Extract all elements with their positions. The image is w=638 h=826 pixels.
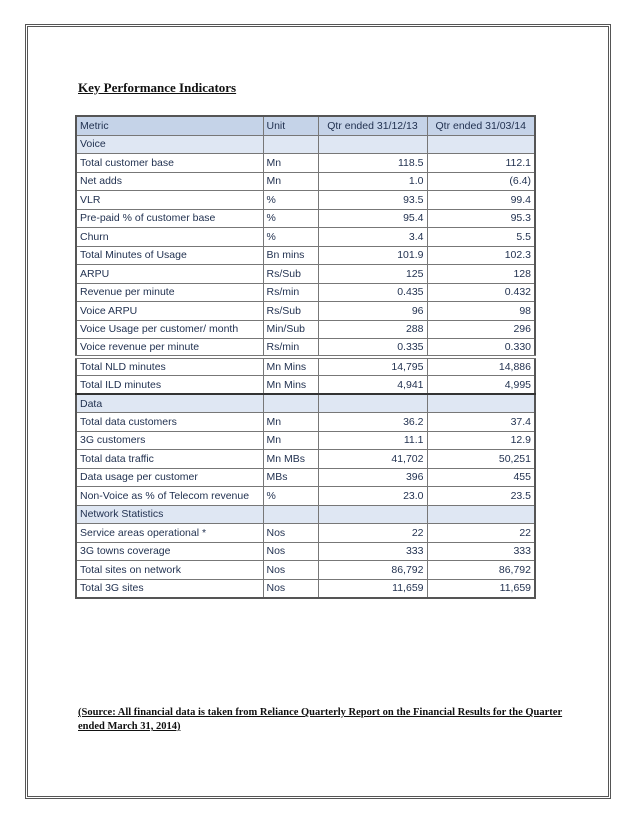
metric-cell: Total Minutes of Usage	[76, 246, 263, 265]
empty-cell	[318, 394, 427, 413]
q4-value-cell: 102.3	[427, 246, 535, 265]
page-title: Key Performance Indicators	[78, 80, 237, 95]
q4-value-cell: 98	[427, 302, 535, 321]
q3-value-cell: 4,941	[318, 376, 427, 395]
metric-cell: Non-Voice as % of Telecom revenue	[76, 487, 263, 506]
q4-value-cell: 4,995	[427, 376, 535, 395]
metric-cell: Voice revenue per minute	[76, 339, 263, 358]
table-row	[76, 339, 535, 358]
q4-value-cell: (6.4)	[427, 172, 535, 191]
q4-value-cell: 455	[427, 468, 535, 487]
q3-value-cell: 93.5	[318, 191, 427, 210]
metric-cell: Revenue per minute	[76, 283, 263, 302]
q3-value-cell: 22	[318, 524, 427, 543]
q3-value-cell: 3.4	[318, 228, 427, 247]
metric-cell: Service areas operational *	[76, 524, 263, 543]
source-note: (Source: All financial data is taken from Reliance Quarterly Report on the Financial Results for the Quarter ended March 31, 2014)	[78, 707, 563, 732]
unit-cell: Mn	[263, 431, 318, 450]
metric-cell: Net adds	[76, 172, 263, 191]
q4-value-cell: 0.330	[427, 339, 535, 358]
unit-cell: Mn Mins	[263, 357, 318, 376]
unit-cell: %	[263, 191, 318, 210]
q4-value-cell: 296	[427, 320, 535, 339]
table-row	[76, 431, 535, 450]
table-row	[76, 487, 535, 506]
q3-value-cell: 333	[318, 542, 427, 561]
empty-cell	[263, 135, 318, 154]
q4-value-cell: 37.4	[427, 413, 535, 432]
q3-value-cell: 11,659	[318, 579, 427, 598]
metric-cell: Total ILD minutes	[76, 376, 263, 395]
q4-value-cell: 14,886	[427, 357, 535, 376]
unit-cell: Nos	[263, 542, 318, 561]
table-row	[76, 154, 535, 173]
metric-cell: Data usage per customer	[76, 468, 263, 487]
q3-value-cell: 23.0	[318, 487, 427, 506]
metric-cell: Total data customers	[76, 413, 263, 432]
metric-cell: Voice Usage per customer/ month	[76, 320, 263, 339]
section-row	[76, 505, 535, 524]
q3-value-cell: 125	[318, 265, 427, 284]
table-row	[76, 376, 535, 395]
section-row	[76, 135, 535, 154]
table-row	[76, 413, 535, 432]
q3-value-cell: 101.9	[318, 246, 427, 265]
table-row	[76, 357, 535, 376]
table-row	[76, 265, 535, 284]
q3-value-cell: 96	[318, 302, 427, 321]
metric-cell: Pre-paid % of customer base	[76, 209, 263, 228]
unit-cell: Nos	[263, 524, 318, 543]
section-title: Voice	[76, 135, 263, 154]
kpi-table	[75, 115, 536, 599]
table-row	[76, 450, 535, 469]
table-row	[76, 283, 535, 302]
section-row	[76, 394, 535, 413]
q3-value-cell: 86,792	[318, 561, 427, 580]
header-metric: Metric	[76, 116, 263, 135]
q3-value-cell: 14,795	[318, 357, 427, 376]
empty-cell	[427, 505, 535, 524]
metric-cell: Total NLD minutes	[76, 357, 263, 376]
unit-cell: %	[263, 209, 318, 228]
header-q3: Qtr ended 31/12/13	[318, 116, 427, 135]
q3-value-cell: 118.5	[318, 154, 427, 173]
empty-cell	[318, 135, 427, 154]
q4-value-cell: 333	[427, 542, 535, 561]
unit-cell: Rs/Sub	[263, 302, 318, 321]
q3-value-cell: 95.4	[318, 209, 427, 228]
header-unit: Unit	[263, 116, 318, 135]
empty-cell	[263, 394, 318, 413]
table-row	[76, 468, 535, 487]
metric-cell: Voice ARPU	[76, 302, 263, 321]
unit-cell: Bn mins	[263, 246, 318, 265]
q4-value-cell: 95.3	[427, 209, 535, 228]
q4-value-cell: 5.5	[427, 228, 535, 247]
unit-cell: Min/Sub	[263, 320, 318, 339]
unit-cell: Rs/min	[263, 283, 318, 302]
q4-value-cell: 128	[427, 265, 535, 284]
q4-value-cell: 99.4	[427, 191, 535, 210]
metric-cell: ARPU	[76, 265, 263, 284]
table-row	[76, 172, 535, 191]
unit-cell: Mn	[263, 154, 318, 173]
unit-cell: Nos	[263, 579, 318, 598]
unit-cell: Mn Mins	[263, 376, 318, 395]
q3-value-cell: 288	[318, 320, 427, 339]
section-title: Network Statistics	[76, 505, 263, 524]
empty-cell	[427, 394, 535, 413]
q4-value-cell: 112.1	[427, 154, 535, 173]
table-header-row	[76, 116, 535, 135]
empty-cell	[427, 135, 535, 154]
unit-cell: MBs	[263, 468, 318, 487]
q4-value-cell: 22	[427, 524, 535, 543]
metric-cell: Churn	[76, 228, 263, 247]
metric-cell: Total 3G sites	[76, 579, 263, 598]
unit-cell: Mn	[263, 413, 318, 432]
q3-value-cell: 0.435	[318, 283, 427, 302]
metric-cell: Total data traffic	[76, 450, 263, 469]
q3-value-cell: 1.0	[318, 172, 427, 191]
table-row	[76, 302, 535, 321]
unit-cell: Mn MBs	[263, 450, 318, 469]
q4-value-cell: 0.432	[427, 283, 535, 302]
unit-cell: Rs/Sub	[263, 265, 318, 284]
table-row	[76, 524, 535, 543]
header-q4: Qtr ended 31/03/14	[427, 116, 535, 135]
unit-cell: Mn	[263, 172, 318, 191]
q4-value-cell: 86,792	[427, 561, 535, 580]
metric-cell: 3G customers	[76, 431, 263, 450]
table-row	[76, 320, 535, 339]
unit-cell: Nos	[263, 561, 318, 580]
table-row	[76, 561, 535, 580]
q4-value-cell: 50,251	[427, 450, 535, 469]
unit-cell: Rs/min	[263, 339, 318, 358]
q3-value-cell: 11.1	[318, 431, 427, 450]
empty-cell	[263, 505, 318, 524]
metric-cell: VLR	[76, 191, 263, 210]
table-row	[76, 228, 535, 247]
section-title: Data	[76, 394, 263, 413]
metric-cell: 3G towns coverage	[76, 542, 263, 561]
q4-value-cell: 11,659	[427, 579, 535, 598]
q3-value-cell: 41,702	[318, 450, 427, 469]
table-row	[76, 579, 535, 598]
metric-cell: Total customer base	[76, 154, 263, 173]
q3-value-cell: 396	[318, 468, 427, 487]
table-row	[76, 246, 535, 265]
unit-cell: %	[263, 487, 318, 506]
empty-cell	[318, 505, 427, 524]
q3-value-cell: 36.2	[318, 413, 427, 432]
q3-value-cell: 0.335	[318, 339, 427, 358]
kpi-table-body	[76, 135, 535, 598]
table-row	[76, 542, 535, 561]
metric-cell: Total sites on network	[76, 561, 263, 580]
table-row	[76, 191, 535, 210]
q4-value-cell: 12.9	[427, 431, 535, 450]
unit-cell: %	[263, 228, 318, 247]
q4-value-cell: 23.5	[427, 487, 535, 506]
table-row	[76, 209, 535, 228]
